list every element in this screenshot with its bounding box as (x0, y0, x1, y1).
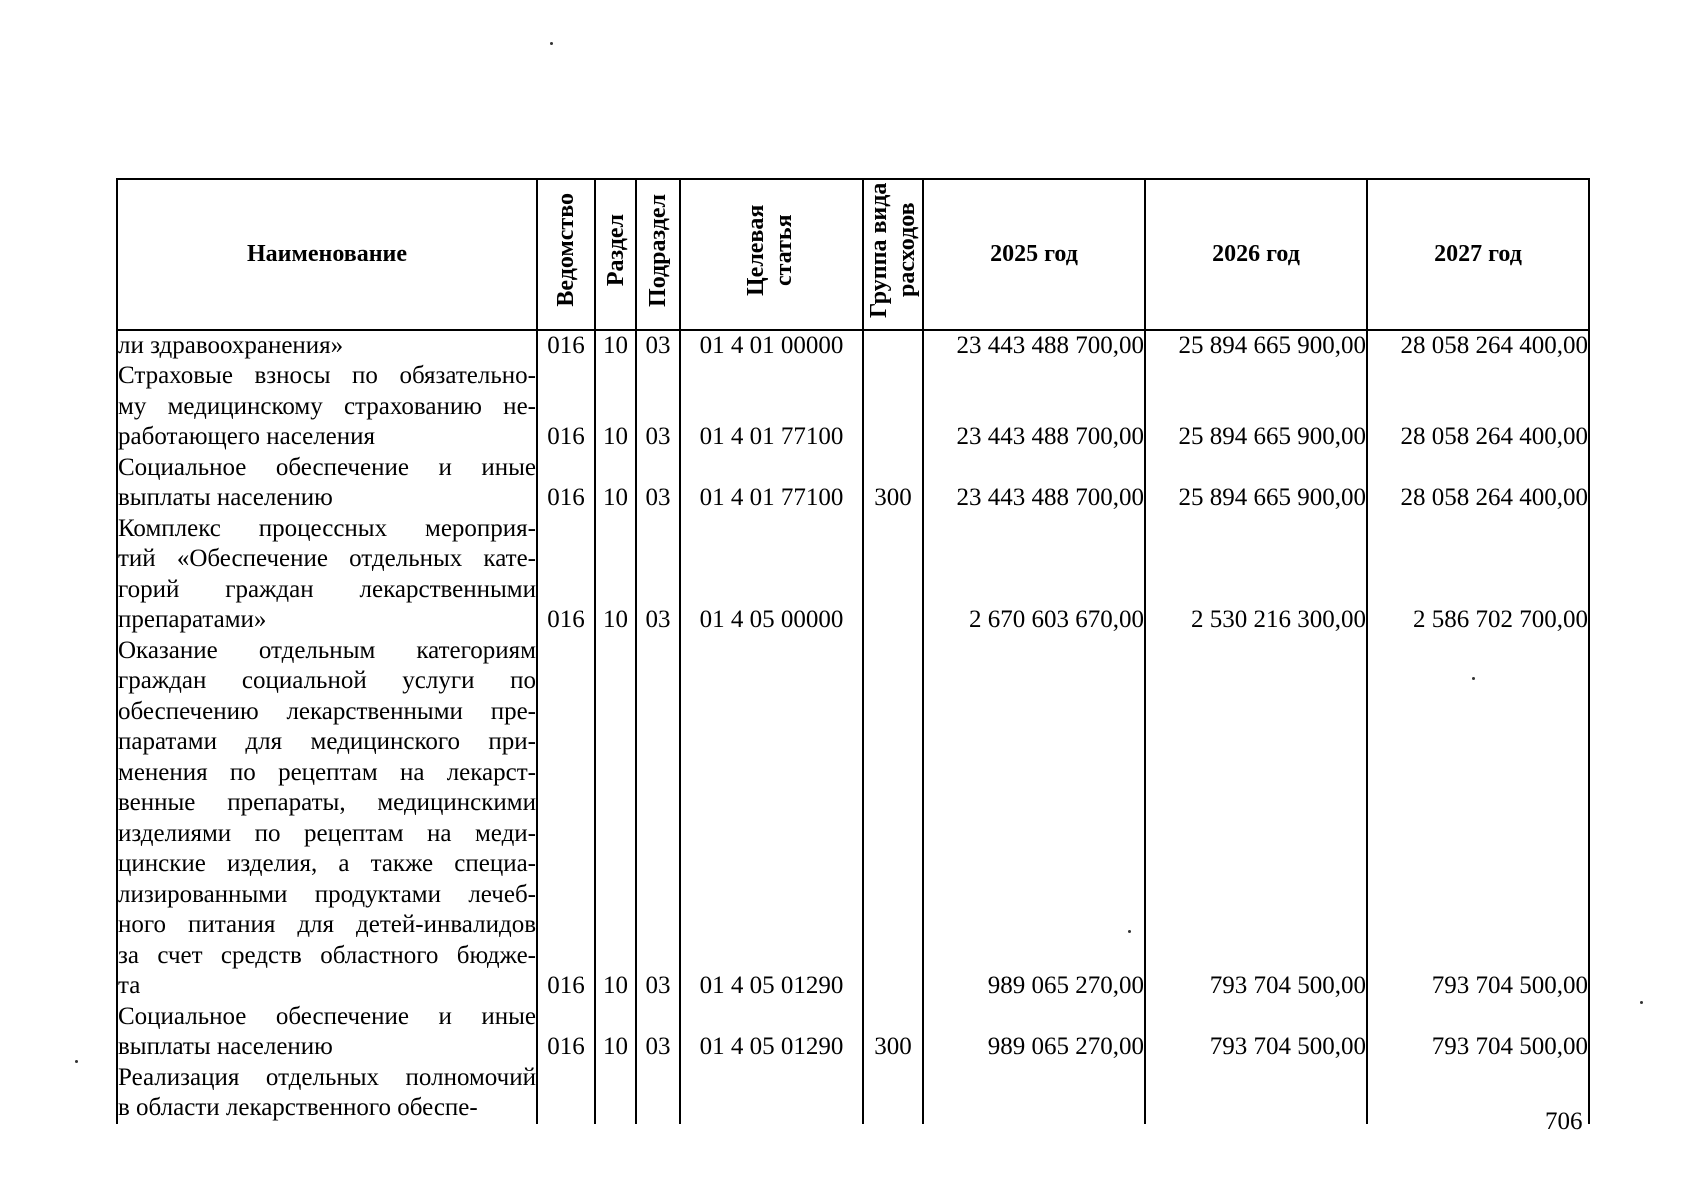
cell-razdel: 10 (595, 514, 636, 636)
cell-celevaya: 01 4 05 01290 (680, 1002, 863, 1063)
header-celevaya: Целевая статья (680, 179, 863, 330)
name-line: за счет средств областного бюдже- (118, 941, 536, 969)
table-row (117, 330, 1589, 362)
header-2027: 2027 год (1367, 179, 1589, 330)
cell-2025: 23 443 488 700,00 (923, 330, 1145, 362)
cell-vedomstvo: 016 (537, 453, 595, 514)
header-name: Наименование (117, 179, 537, 330)
cell-2026: 793 704 500,00 (1145, 1002, 1367, 1063)
cell-podrazdel: 03 (636, 1002, 680, 1063)
scan-speck (1472, 677, 1475, 680)
page-number: 706 (1545, 1108, 1583, 1135)
budget-table (116, 178, 1590, 1124)
table-row (117, 636, 1589, 1002)
cell-razdel: 10 (595, 636, 636, 1002)
cell-celevaya: 01 4 05 01290 (680, 636, 863, 1002)
cell-vedomstvo: 016 (537, 361, 595, 453)
name-line: цинские изделия, а также специа- (118, 850, 536, 877)
cell-gruppa: 300 (863, 453, 923, 514)
cell-celevaya (680, 1063, 863, 1124)
cell-2026 (1145, 1063, 1367, 1124)
cell-celevaya: 01 4 05 00000 (680, 514, 863, 636)
scan-speck (75, 1060, 78, 1063)
cell-celevaya: 01 4 01 77100 (680, 361, 863, 453)
cell-gruppa (863, 514, 923, 636)
cell-name (117, 453, 537, 514)
name-line: изделиями по рецептам на меди- (118, 819, 536, 847)
name-line: лизированными продуктами лечеб- (118, 880, 536, 908)
table-row (117, 1063, 1589, 1124)
header-vedomstvo: Ведомство (537, 179, 595, 330)
name-line: Комплекс процессных мероприя- (118, 514, 536, 542)
header-razdel: Раздел (595, 179, 636, 330)
table-row (117, 361, 1589, 453)
table-row (117, 514, 1589, 636)
cell-2025: 989 065 270,00 (923, 636, 1145, 1002)
name-line: выплаты населению (118, 1033, 333, 1060)
cell-2027: 793 704 500,00 (1367, 1002, 1589, 1063)
name-line: ного питания для детей-инвалидов (118, 911, 536, 938)
header-2026: 2026 год (1145, 179, 1367, 330)
cell-vedomstvo: 016 (537, 514, 595, 636)
cell-vedomstvo: 016 (537, 330, 595, 362)
cell-razdel: 10 (595, 361, 636, 453)
cell-2027: 793 704 500,00 (1367, 636, 1589, 1002)
name-line: выплаты населению (118, 484, 333, 511)
budget-table-container (116, 178, 1590, 1124)
name-line: обеспечению лекарственными пре- (118, 697, 536, 725)
name-line: ли здравоохранения» (118, 331, 344, 359)
cell-2027: 28 058 264 400,00 (1367, 330, 1589, 362)
name-line: венные препараты, медицинскими (118, 789, 536, 816)
name-line: тий «Обеспечение отдельных кате- (118, 545, 536, 572)
scan-speck (550, 42, 553, 45)
table-header-row (117, 179, 1589, 330)
cell-podrazdel: 03 (636, 330, 680, 362)
cell-2027: 2 586 702 700,00 (1367, 514, 1589, 636)
cell-celevaya: 01 4 01 00000 (680, 330, 863, 362)
name-line: Реализация отдельных полномочий (118, 1063, 536, 1091)
cell-2025: 989 065 270,00 (923, 1002, 1145, 1063)
name-line: та (118, 972, 141, 999)
cell-vedomstvo: 016 (537, 636, 595, 1002)
cell-2025: 23 443 488 700,00 (923, 453, 1145, 514)
scan-speck (1640, 1001, 1643, 1004)
name-line: му медицинскому страхованию не- (118, 392, 536, 420)
name-line: работающего населения (118, 423, 376, 450)
cell-name (117, 1063, 537, 1124)
cell-gruppa (863, 1063, 923, 1124)
table-row (117, 453, 1589, 514)
header-gruppa: Группа вида расходов (863, 179, 923, 330)
cell-2026: 793 704 500,00 (1145, 636, 1367, 1002)
header-2025: 2025 год (923, 179, 1145, 330)
name-line: горий граждан лекарственными (118, 575, 536, 603)
name-line: препаратами» (118, 606, 267, 633)
cell-gruppa (863, 330, 923, 362)
name-line: Социальное обеспечение и иные (118, 453, 536, 481)
cell-2026: 2 530 216 300,00 (1145, 514, 1367, 636)
name-line: Страховые взносы по обязательно- (118, 362, 536, 389)
cell-2025: 23 443 488 700,00 (923, 361, 1145, 453)
cell-2026: 25 894 665 900,00 (1145, 453, 1367, 514)
cell-razdel: 10 (595, 330, 636, 362)
cell-2027: 28 058 264 400,00 (1367, 453, 1589, 514)
table-body (117, 330, 1589, 1124)
cell-razdel (595, 1063, 636, 1124)
cell-gruppa (863, 361, 923, 453)
cell-gruppa (863, 636, 923, 1002)
name-line: Социальное обеспечение и иные (118, 1002, 536, 1030)
cell-2026: 25 894 665 900,00 (1145, 361, 1367, 453)
cell-podrazdel: 03 (636, 514, 680, 636)
cell-name (117, 330, 537, 362)
name-line: граждан социальной услуги по (118, 667, 536, 694)
cell-podrazdel: 03 (636, 636, 680, 1002)
cell-celevaya: 01 4 01 77100 (680, 453, 863, 514)
cell-vedomstvo (537, 1063, 595, 1124)
cell-2025 (923, 1063, 1145, 1124)
header-podrazdel: Подраздел (636, 179, 680, 330)
cell-name (117, 636, 537, 1002)
cell-podrazdel (636, 1063, 680, 1124)
cell-2025: 2 670 603 670,00 (923, 514, 1145, 636)
cell-vedomstvo: 016 (537, 1002, 595, 1063)
name-line: в области лекарственного обеспе- (118, 1094, 478, 1121)
name-line: менения по рецептам на лекарст- (118, 758, 536, 786)
name-line: Оказание отдельным категориям (118, 636, 536, 664)
cell-name (117, 361, 537, 453)
cell-gruppa: 300 (863, 1002, 923, 1063)
cell-2026: 25 894 665 900,00 (1145, 330, 1367, 362)
cell-podrazdel: 03 (636, 361, 680, 453)
scan-speck (1128, 930, 1131, 933)
cell-razdel: 10 (595, 1002, 636, 1063)
cell-razdel: 10 (595, 453, 636, 514)
cell-2027: 28 058 264 400,00 (1367, 361, 1589, 453)
table-row (117, 1002, 1589, 1063)
name-line: паратами для медицинского при- (118, 728, 536, 755)
cell-name (117, 1002, 537, 1063)
cell-name (117, 514, 537, 636)
cell-podrazdel: 03 (636, 453, 680, 514)
